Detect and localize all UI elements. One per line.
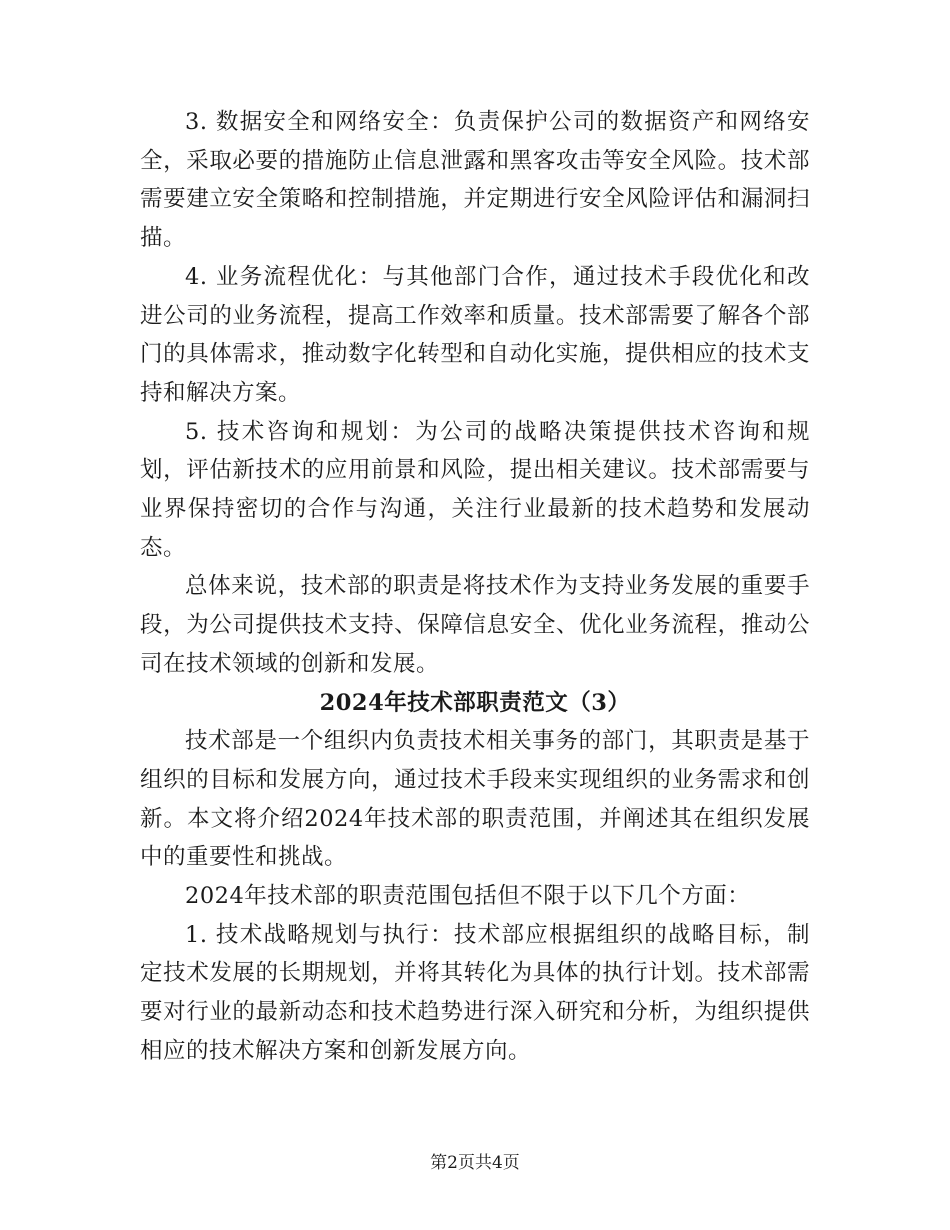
page-number-footer: 第2页共4页: [430, 1153, 520, 1173]
paragraph-intro: 技术部是一个组织内负责技术相关事务的部门，其职责是基于组织的目标和发展方向，通过技术手段来实现组织的业务需求和创新。本文将介绍2024年技术部的职责范围，并阐述其在组织发展中的重要性和挑战。: [140, 728, 810, 871]
paragraph-summary: 总体来说，技术部的职责是将技术作为支持业务发展的重要手段，为公司提供技术支持、保障信息安全、优化业务流程，推动公司在技术领域的创新和发展。: [140, 573, 810, 677]
document-body: [140, 103, 810, 1071]
paragraph-process-optimization: 4. 业务流程优化：与其他部门合作，通过技术手段优化和改进公司的业务流程，提高工作效率和质量。技术部需要了解各个部门的具体需求，推动数字化转型和自动化实施，提供相应的技术支持和解决方案。: [140, 263, 810, 406]
paragraph-scope: 2024年技术部的职责范围包括但不限于以下几个方面：: [185, 883, 751, 910]
paragraph-tech-consulting: 5. 技术咨询和规划：为公司的战略决策提供技术咨询和规划，评估新技术的应用前景和风险，提出相关建议。技术部需要与业界保持密切的合作与沟通，关注行业最新的技术趋势和发展动态。: [140, 418, 810, 561]
section-heading: 2024年技术部职责范文（3）: [319, 689, 631, 716]
paragraph-strategy-planning: 1. 技术战略规划与执行：技术部应根据组织的战略目标，制定技术发展的长期规划，并将其转化为具体的执行计划。技术部需要对行业的最新动态和技术趋势进行深入研究和分析，为组织提供相应的技术解决方案和创新发展方向。: [140, 921, 810, 1064]
paragraph-data-security: 3. 数据安全和网络安全：负责保护公司的数据资产和网络安全，采取必要的措施防止信息泄露和黑客攻击等安全风险。技术部需要建立安全策略和控制措施，并定期进行安全风险评估和漏洞扫描。: [140, 109, 810, 252]
